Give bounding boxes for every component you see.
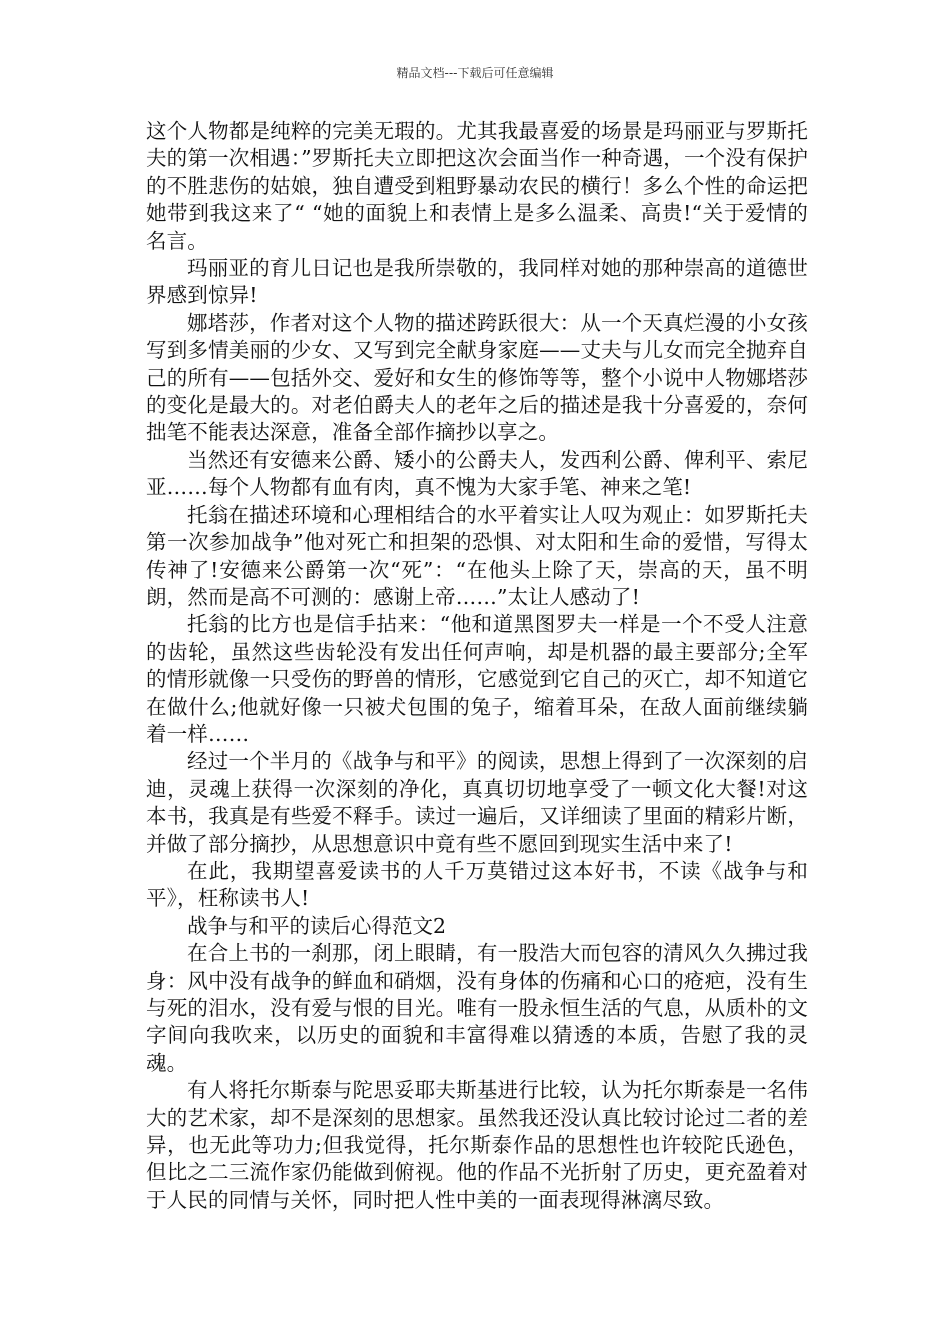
paragraph-2: 玛丽亚的育儿日记也是我所崇敬的，我同样对她的那种崇高的道德世界感到惊异! (146, 256, 808, 308)
paragraph-7: 经过一个半月的《战争与和平》的阅读，思想上得到了一次深刻的启迪，灵魂上获得一次深刻的净化，真真切切地享受了一顿文化大餐!对这本书，我真是有些爱不释手。读过一遍后，又详细读了里面的精彩片断，并做了部分摘抄，从思想意识中竟有些不愿回到现实生活中来了! (146, 749, 808, 856)
paragraph-3: 娜塔莎，作者对这个人物的描述跨跃很大：从一个天真烂漫的小女孩写到多情美丽的少女、又写到完全献身家庭——丈夫与儿女而完全抛弃自己的所有——包括外交、爱好和女生的修饰等等，整个小说中人物娜塔莎的变化是最大的。对老伯爵夫人的老年之后的描述是我十分喜爱的，奈何拙笔不能表达深意，准备全部作摘抄以享之。 (146, 310, 808, 445)
paragraph-1: 这个人物都是纯粹的完美无瑕的。尤其我最喜爱的场景是玛丽亚与罗斯托夫的第一次相遇：”罗斯托夫立即把这次会面当作一种奇遇，一个没有保护的不胜悲伤的姑娘，独自遭受到粗野暴动农民的横行！多么个性的命运把她带到我这来了“ “她的面貌上和表情上是多么温柔、高贵!“关于爱情的名言。 (146, 119, 808, 253)
paragraph-5: 托翁在描述环境和心理相结合的水平着实让人叹为观止：如罗斯托夫第一次参加战争”他对死亡和担架的恐惧、对太阳和生命的爱惜，写得太传神了!安德来公爵第一次“死”：“在他头上除了天，崇高的天，虽不明朗，然而是高不可测的：感谢上帝……”太让人感动了! (146, 502, 808, 609)
document-body (146, 118, 808, 1214)
paragraph-8: 在此，我期望喜爱读书的人千万莫错过这本好书，不读《战争与和平》，枉称读书人! (146, 858, 808, 911)
paragraph-10: 有人将托尔斯泰与陀思妥耶夫斯基进行比较，认为托尔斯泰是一名伟大的艺术家，却不是深刻的思想家。虽然我还没认真比较讨论过二者的差异，也无此等功力;但我觉得，托尔斯泰作品的思想性也许较陀氏逊色，但比之二三流作家仍能做到俯视。他的作品不光折射了历史，更充盈着对于人民的同情与关怀，同时把人性中美的一面表现得淋漓尽致。 (146, 1078, 808, 1212)
paragraph-9: 在合上书的一刹那，闭上眼睛，有一股浩大而包容的清风久久拂过我身：风中没有战争的鲜血和硝烟，没有身体的伤痛和心口的疮疤，没有生与死的泪水，没有爱与恨的目光。唯有一股永恒生活的气息，从质朴的文字间向我吹来，以历史的面貌和丰富得难以猜透的本质，告慰了我的灵魂。 (146, 941, 808, 1075)
page-header: 精品文档---下载后可任意编辑 (396, 66, 554, 80)
paragraph-6: 托翁的比方也是信手拈来：“他和道黑图罗夫一样是一个不受人注意的齿轮，虽然这些齿轮没有发出任何声响，却是机器的最主要部分;全军的情形就像一只受伤的野兽的情形，它感觉到它自己的灭亡，却不知道它在做什么;他就好像一只被犬包围的兔子，缩着耳朵，在敌人面前继续躺着一样…… (146, 612, 808, 746)
section-heading: 战争与和平的读后心得范文2 (187, 913, 447, 938)
paragraph-4: 当然还有安德来公爵、矮小的公爵夫人，发西利公爵、俾利平、索尼亚……每个人物都有血有肉，真不愧为大家手笔、神来之笔! (146, 447, 808, 500)
